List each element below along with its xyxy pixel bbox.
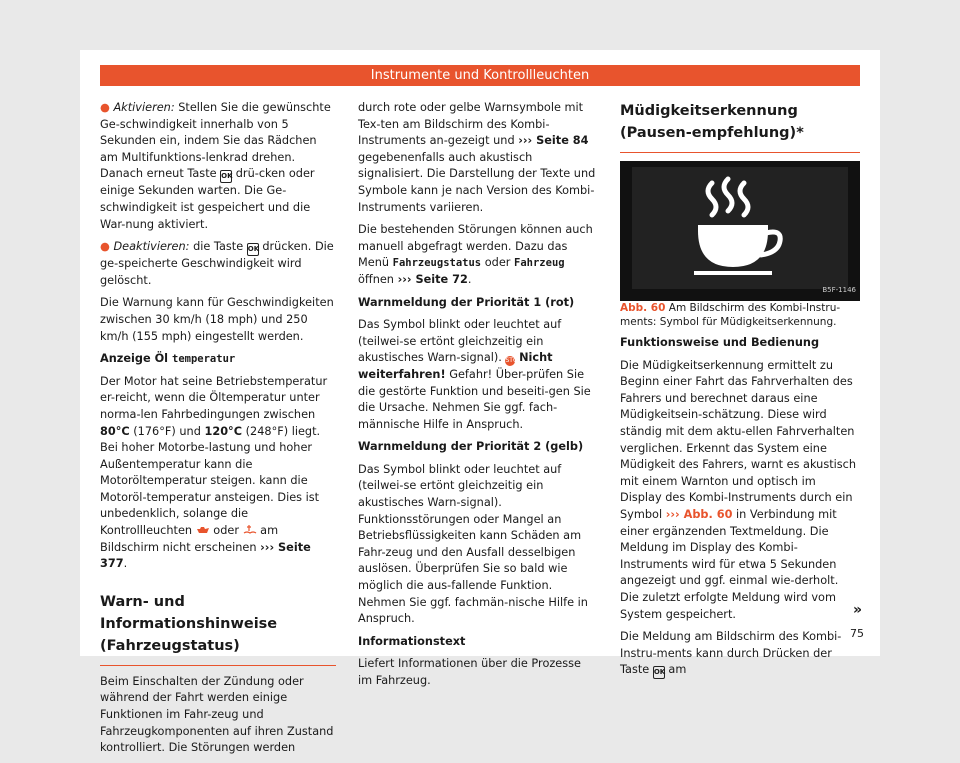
page-number: 75 bbox=[850, 627, 864, 640]
warn-text-1: durch rote oder gelbe Warnsymbole mit Tex-ten am Bildschirm des Kombi-Instruments an-gezeigt und bbox=[358, 101, 584, 148]
oil-text-5: am Bildschirm nicht erscheinen bbox=[100, 524, 279, 554]
temp-80: 80°C bbox=[100, 424, 130, 438]
section-title-vehicle-status: Warn- und Informationshinweise (Fahrzeugstatus) bbox=[100, 591, 336, 666]
bullet-activate bbox=[100, 100, 336, 233]
ref-page-377[interactable]: ››› Seite 377 bbox=[100, 540, 311, 571]
function-text-2: in Verbindung mit einer ergänzenden Textmeldung. Die Meldung im Display des Kombi-Instruments wird für etwa 5 Sekunden angezeigt und ggf. einmal wie-derholt. Die zuletzt erfolgte Meldung wird vom System gespeichert. bbox=[620, 507, 839, 621]
function-text bbox=[620, 358, 860, 624]
section-title-fatigue: Müdigkeitserkennung (Pausen-empfehlung)* bbox=[620, 100, 860, 153]
oil-text-3: (248°F) liegt. Bei hoher Motorbe-lastung und hoher Außentemperatur kann die Motoröltemperatur steigen. kann die Motoröl-temperatur ansteigen. Dies ist unbedenklich, solange die Kontrollleuchten bbox=[100, 424, 321, 538]
temp-120: 120°C bbox=[204, 424, 242, 438]
oil-temp-heading bbox=[100, 351, 336, 368]
figure-caption bbox=[620, 301, 860, 329]
menu-fahrzeug: Fahrzeug bbox=[514, 257, 565, 270]
red-text-1: Das Symbol blinkt oder leuchtet auf (teilwei-se ertönt gleichzeitig ein akustisches Warn-signal). bbox=[358, 318, 562, 365]
oil-heading-label: Anzeige Öl bbox=[100, 352, 169, 366]
caption-label: Abb. 60 bbox=[620, 302, 666, 314]
ref-page-84[interactable]: ››› Seite 84 bbox=[518, 134, 589, 148]
oil-text-1: Der Motor hat seine Betriebstemperatur er-reicht, wenn die Öltemperatur unter norma-len Fahrbedingungen zwischen bbox=[100, 374, 328, 421]
priority-2-heading: Warnmeldung der Priorität 2 (gelb) bbox=[358, 440, 584, 454]
activate-text: Stellen Sie die gewünschte Ge-schwindigkeit innerhalb von 5 Sekunden ein, indem Sie das Rädchen am Multifunktions-lenkrad drehen. Danach erneut Taste bbox=[100, 101, 331, 181]
red-do-not-drive: Nicht weiterfahren! bbox=[358, 351, 553, 381]
oil-text-4: oder bbox=[213, 524, 239, 538]
dismiss-text-1: Die Meldung am Bildschirm des Kombi-Instru-ments kann durch Drücken der Taste bbox=[620, 630, 842, 677]
warn-text-2: gegebenenfalls auch akustisch signalisiert. Die Darstellung der Texte und Symbole kann je nach Version des Kombi-Instruments variieren. bbox=[358, 150, 596, 214]
chapter-header: Instrumente und Kontrollleuchten bbox=[100, 65, 860, 86]
coffee-cup-icon bbox=[632, 167, 848, 289]
query-or: oder bbox=[484, 256, 511, 270]
ref-fig-60[interactable]: ››› Abb. 60 bbox=[665, 507, 733, 521]
continued-marker: » bbox=[852, 602, 862, 618]
activate-label: Aktivieren: bbox=[113, 101, 175, 114]
info-text: Liefert Informationen über die Prozesse im Fahrzeug. bbox=[358, 657, 581, 687]
stop-icon: STOP bbox=[505, 357, 522, 365]
figure-code: B5F-1146 bbox=[822, 286, 856, 295]
column-3 bbox=[620, 100, 860, 685]
deactivate-text-2: drücken. Die ge-speicherte Geschwindigkeit wird gelöscht. bbox=[100, 240, 334, 287]
info-text-heading: Informationstext bbox=[358, 634, 466, 648]
manual-page bbox=[80, 50, 880, 755]
function-text-1: Die Müdigkeitserkennung ermittelt zu Beginn einer Fahrt das Fahrverhalten des Fahrers und berechnet daraus eine Müdigkeitsein-schätzung. Diese wird ständig mit dem aktu-ellen Fahrverhalten verglichen. Erkennt das System eine Müdigkeit des Fahrers, warnt es akustisch mit einem Warnton und optisch im Display des Kombi-Instruments durch ein Symbol bbox=[620, 358, 857, 521]
ref-page-72[interactable]: ››› Seite 72 bbox=[397, 272, 468, 286]
coolant-temp-icon bbox=[243, 525, 257, 534]
bullet-dot: ● bbox=[100, 101, 110, 114]
query-text-1: Die bestehenden Störungen können auch manuell abgefragt werden. Dazu das Menü bbox=[358, 223, 593, 270]
deactivate-label: Deaktivieren: bbox=[113, 240, 190, 254]
column-1 bbox=[100, 100, 336, 763]
activate-text-2: drü-cken oder einige Sekunden warten. Die Ge-schwindigkeit ist gespeichert und die War-nung aktiviert. bbox=[100, 167, 315, 231]
oil-heading-code: temperatur bbox=[172, 353, 236, 366]
priority-2-text: Das Symbol blinkt oder leuchtet auf (teilwei-se ertönt gleichzeitig ein akustisches Warn-signal). Funktionsstörungen oder Mangel an Betriebsflüssigkeiten kann Schäden am Fahr-zeug und den Ausfall desselbigen auslösen. Überprüfen Sie so bald wie möglich die aus-fallende Funktion. Nehmen Sie ggf. fachmän-nische Hilfe in Anspruch. bbox=[358, 462, 588, 626]
priority-1-heading: Warnmeldung der Priorität 1 (rot) bbox=[358, 295, 575, 309]
menu-fahrzeugstatus: Fahrzeugstatus bbox=[392, 257, 482, 270]
bullet-dot: ● bbox=[100, 240, 110, 254]
vehicle-status-intro: Beim Einschalten der Zündung oder während der Fahrt werden einige Funktionen im Fahr-zeug und Fahrzeugkomponenten auf ihren Zustand kontrolliert. Die Störungen werden bbox=[100, 674, 334, 755]
ok-key-icon: OK bbox=[220, 170, 232, 183]
display-screen bbox=[632, 167, 848, 289]
query-text-2: öffnen bbox=[358, 272, 394, 286]
priority-1-text bbox=[358, 317, 598, 433]
dismiss-text-2: am bbox=[668, 663, 687, 677]
warn-display-text bbox=[358, 100, 598, 216]
column-2 bbox=[358, 100, 598, 696]
warning-range-text: Die Warnung kann für Geschwindigkeiten zwischen 30 km/h (18 mph) und 250 km/h (155 mph) eingestellt werden. bbox=[100, 296, 334, 343]
red-text-2: Gefahr! Über-prüfen Sie die gestörte Funktion und beseiti-gen Sie die Ursache. Nehmen Sie ggf. fach-männische Hilfe in Anspruch. bbox=[358, 367, 591, 431]
dismiss-text bbox=[620, 629, 860, 679]
function-heading: Funktionsweise und Bedienung bbox=[620, 336, 820, 349]
bullet-deactivate bbox=[100, 239, 336, 289]
figure-fatigue-display bbox=[620, 161, 860, 301]
oil-text-2: (176°F) und bbox=[133, 424, 201, 438]
caption-text: Am Bildschirm des Kombi-Instru-ments: Symbol für Müdigkeitserkennung. bbox=[620, 302, 841, 328]
oil-temp-text: Der Motor hat seine Betriebstemperatur er-reicht, wenn die Öltemperatur unter norma-len Fahrbedingungen zwischen 80°C (176°F) und 120°C (248°F) liegt. Bei hoher Motorbe-lastung und hoher Außentemperatur kann die Motoröltemperatur steigen. kann die Motoröl-temperatur ansteigen. Dies ist unbedenklich, solange die Kontrollleuchten oder am Bildschirm nicht erscheinen ››› Seite 377. bbox=[100, 374, 328, 571]
manual-query-text: Die bestehenden Störungen können auch manuell abgefragt werden. Dazu das Menü Fahrzeugstatus oder Fahrzeug öffnen ››› Seite 72. bbox=[358, 223, 593, 286]
oil-can-icon bbox=[196, 526, 210, 534]
deactivate-text: die Taste bbox=[193, 240, 244, 254]
ok-key-icon: OK bbox=[247, 243, 259, 256]
ok-key-icon: OK bbox=[653, 666, 665, 679]
